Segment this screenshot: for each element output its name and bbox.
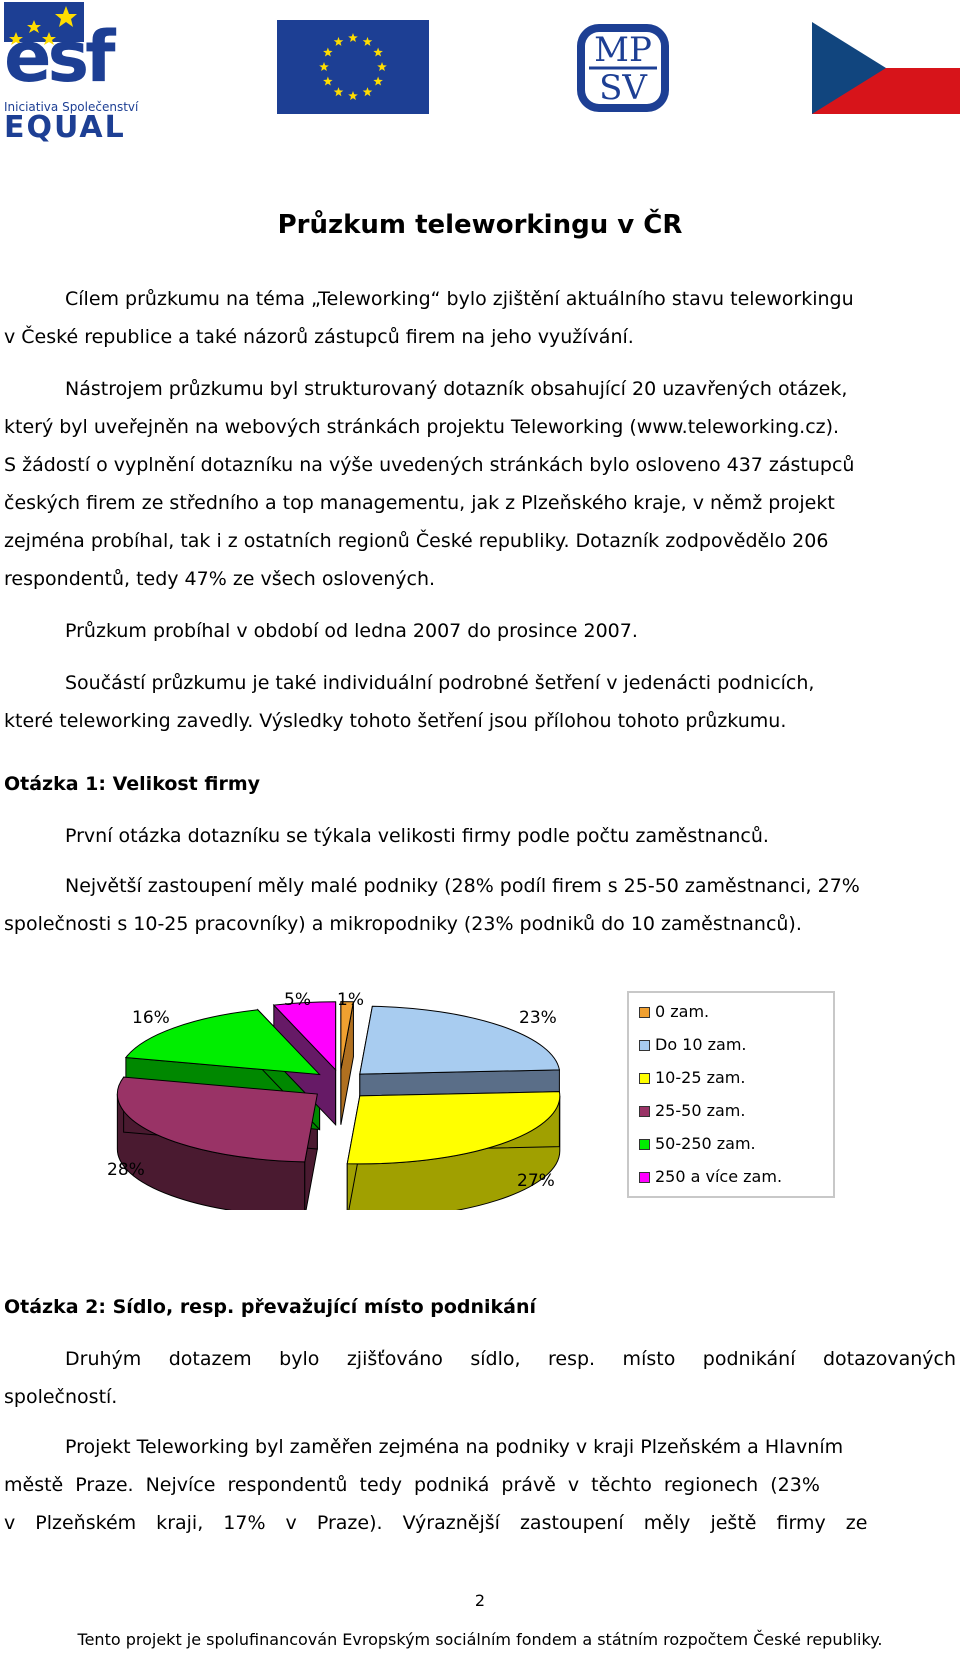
intro-paragraph-2-line-3: S žádostí o vyplnění dotazníku na výše uvedených stránkách bylo osloveno 437 zástupců (4, 454, 855, 476)
intro-paragraph-1-line-2: v České republice a také názorů zástupců firem na jeho využívání. (4, 326, 634, 348)
legend-swatch-4 (639, 1139, 650, 1150)
intro-paragraph-4-line-1: Součástí průzkumu je také individuální podrobné šetření v jedenácti podnicích, (65, 672, 815, 694)
intro-paragraph-2-line-6: respondentů, tedy 47% ze všech oslovených. (4, 568, 436, 590)
legend-swatch-5 (639, 1172, 650, 1183)
intro-paragraph-2-line-1: Nástrojem průzkumu byl strukturovaný dotazník obsahující 20 uzavřených otázek, (65, 378, 848, 400)
legend-item-3: 25-50 zam. (655, 1101, 745, 1120)
q1-heading: Otázka 1: Velikost firmy (4, 773, 261, 795)
pie-label-28: 28% (107, 1160, 145, 1180)
pie-chart (90, 980, 610, 1210)
q2-paragraph-2-line-2: městě Praze. Nejvíce respondentů tedy podniká právě v těchto regionech (23% (4, 1474, 820, 1496)
mpsv-logo-top: MP (594, 30, 652, 70)
q1-paragraph-2-line-2: společnosti s 10-25 pracovníky) a mikropodniky (23% podniků do 10 zaměstnanců). (4, 913, 802, 935)
eu-flag (277, 20, 429, 118)
czech-flag-icon (812, 22, 960, 114)
page-footer: Tento projekt je spolufinancován Evropským sociálním fondem a státním rozpočtem České republiky. (77, 1630, 883, 1649)
q2-paragraph-1-line-1: Druhým dotazem bylo zjišťováno sídlo, resp. místo podnikání dotazovaných (65, 1348, 956, 1370)
chart-legend (627, 991, 835, 1198)
page-title: Průzkum teleworkingu v ČR (277, 210, 683, 240)
q2-heading: Otázka 2: Sídlo, resp. převažující místo podnikání (4, 1296, 537, 1318)
mpsv-logo (575, 22, 671, 114)
legend-swatch-2 (639, 1073, 650, 1084)
esf-logo-text: esf (4, 16, 112, 98)
esf-logo (4, 2, 169, 145)
q2-paragraph-1-line-2: společností. (4, 1386, 118, 1408)
legend-item-5: 250 a více zam. (655, 1167, 782, 1186)
q1-paragraph-2-line-1: Největší zastoupení měly malé podniky (28% podíl firem s 25-50 zaměstnanci, 27% (65, 875, 860, 897)
intro-paragraph-1-line-1: Cílem průzkumu na téma „Teleworking“ bylo zjištění aktuálního stavu teleworkingu (65, 288, 854, 310)
legend-swatch-0 (639, 1007, 650, 1018)
intro-paragraph-2-line-2: který byl uveřejněn na webových stránkách projektu Teleworking (www.teleworking.cz). (4, 416, 840, 438)
eu-stars-icon (277, 20, 429, 114)
legend-swatch-1 (639, 1040, 650, 1051)
legend-item-1: Do 10 zam. (655, 1035, 747, 1054)
mpsv-logo-bottom: SV (599, 68, 647, 108)
intro-paragraph-3: Průzkum probíhal v období od ledna 2007 do prosince 2007. (65, 620, 638, 642)
pie-label-1: 1% (337, 990, 364, 1010)
q2-paragraph-2-line-1: Projekt Teleworking byl zaměřen zejména na podniky v kraji Plzeňském a Hlavním (65, 1436, 844, 1458)
intro-paragraph-2-line-5: zejména probíhal, tak i z ostatních regionů České republiky. Dotazník zodpovědělo 206 (4, 530, 829, 552)
page-number: 2 (474, 1591, 486, 1610)
czech-flag (812, 22, 960, 118)
equal-logo-text: EQUAL (4, 110, 126, 145)
intro-paragraph-4-line-2: které teleworking zavedly. Výsledky tohoto šetření jsou přílohou tohoto průzkumu. (4, 710, 787, 732)
pie-label-16: 16% (132, 1008, 170, 1028)
intro-paragraph-2-line-4: českých firem ze středního a top managementu, jak z Plzeňského kraje, v němž projekt (4, 492, 835, 514)
legend-item-2: 10-25 zam. (655, 1068, 745, 1087)
legend-item-4: 50-250 zam. (655, 1134, 756, 1153)
legend-item-0: 0 zam. (655, 1002, 709, 1021)
esf-logo-subtitle: Iniciativa Společenství (4, 100, 139, 114)
pie-label-27: 27% (517, 1171, 555, 1191)
q2-paragraph-2-line-3: v Plzeňském kraji, 17% v Praze). Výraznější zastoupení měly ještě firmy ze (4, 1512, 868, 1534)
pie-label-23: 23% (519, 1008, 557, 1028)
legend-swatch-3 (639, 1106, 650, 1117)
q1-paragraph-1: První otázka dotazníku se týkala velikosti firmy podle počtu zaměstnanců. (65, 825, 769, 847)
pie-label-5: 5% (284, 990, 311, 1010)
